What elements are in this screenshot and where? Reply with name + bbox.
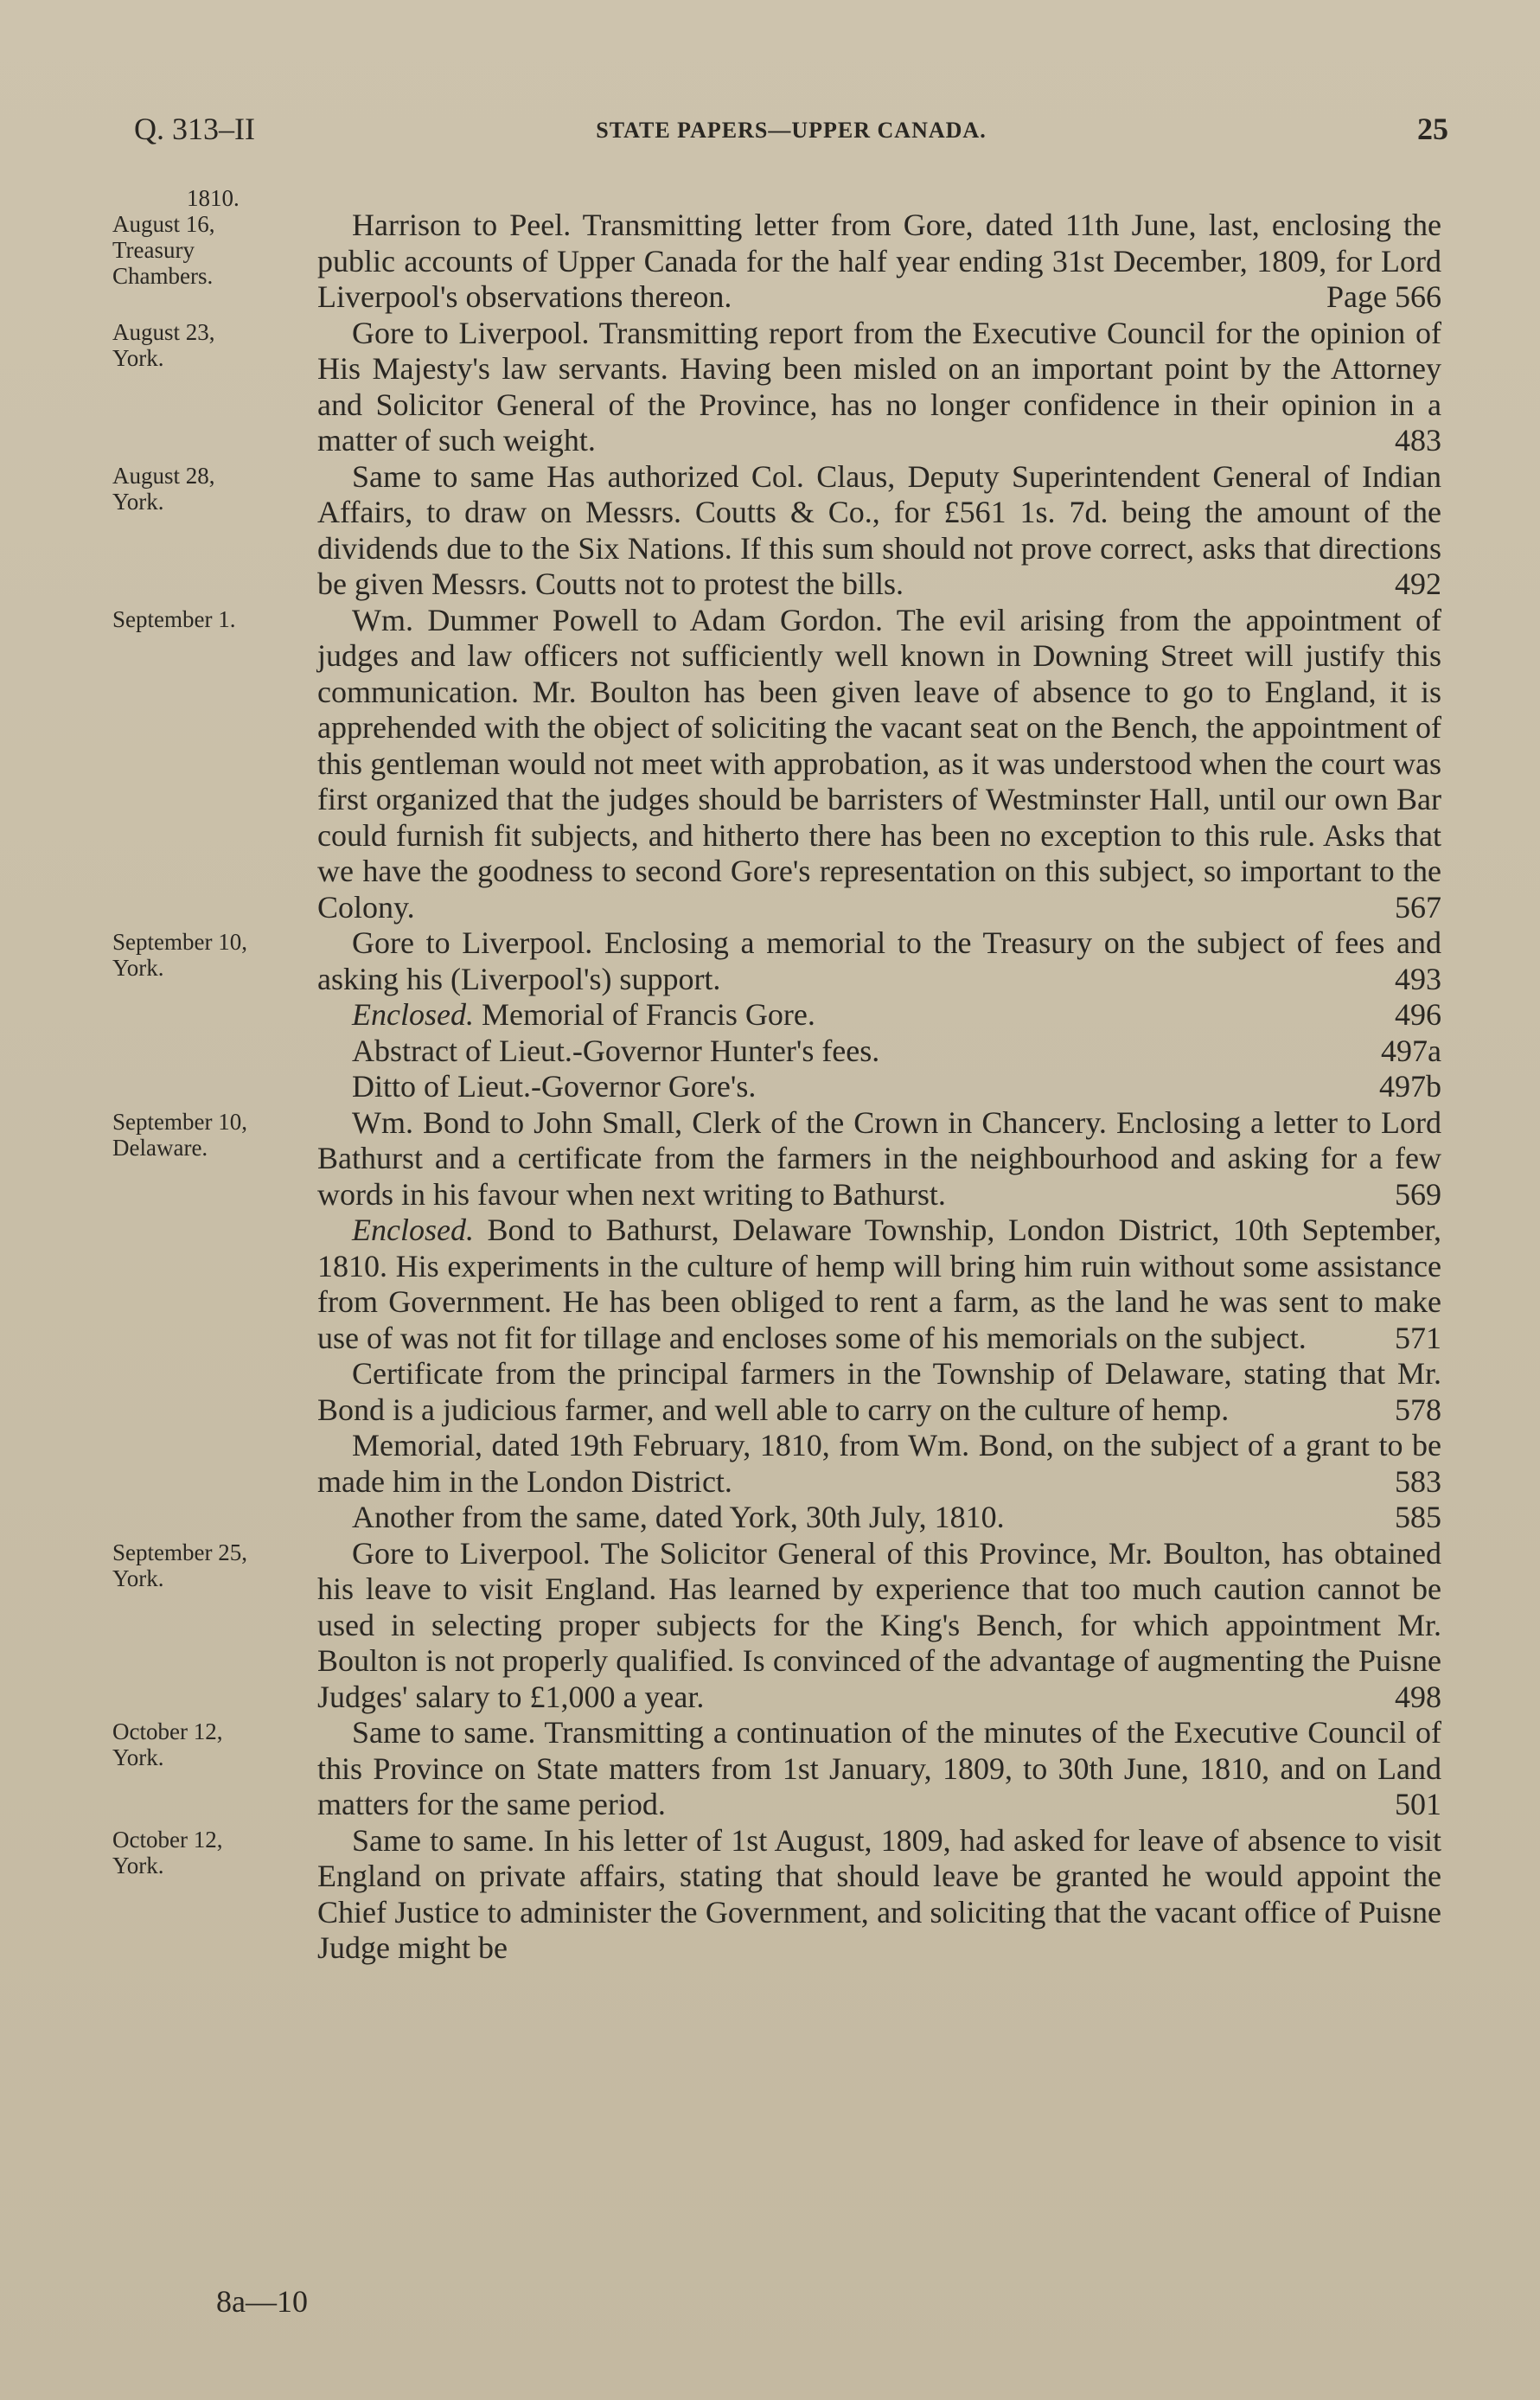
entry-body: Same to same Has authorized Col. Claus, Deputy Superintendent General of Indian Affairs, to draw on Messrs. Coutts & Co., for £561 1s. 7d. being the amount of the dividends due to the Six Nations. If this sum should not prove correct, asks that directions be given Messrs. Coutts not to protest the bills. (317, 458, 1441, 601)
entry-body: Wm. Bond to John Small, Clerk of the Crown in Chancery. Enclosing a letter to Lord Bathurst and a certificate from the farmers in the neighbourhood and asking for a few words in his favour when next writing to Bathurst. (317, 1104, 1441, 1212)
entry-page-ref: 498 (1395, 1679, 1441, 1714)
entry (112, 1105, 1461, 1213)
entry-margin (112, 1718, 303, 1770)
entry-place: York. (112, 1744, 164, 1770)
entry-date: October 12, (112, 1826, 223, 1853)
entry-text (317, 1536, 1441, 1716)
entry-text (317, 1105, 1441, 1213)
year-label: 1810. (187, 185, 240, 211)
entry-page-ref: 492 (1395, 566, 1441, 601)
entry (112, 603, 1461, 926)
entry-page-ref: 483 (1395, 423, 1441, 458)
enclosure-text: Bond to Bathurst, Delaware Township, London District, 10th September, 1810. His experiments in the culture of hemp will bring him ruin without some assistance from Government. He has been obliged to rent a farm, as the land he was sent to make use of was not fit for tillage and encloses some of his memorials on the subject. (317, 1213, 1442, 1355)
enclosure-line (352, 997, 1441, 1034)
entry-body: Gore to Liverpool. The Solicitor General of this Province, Mr. Boulton, has obtained his leave to visit England. Has learned by experience that too much caution cannot be used in selecting proper subjects for the King's Bench, for which appointment Mr. Boulton is not properly qualified. Is convinced of the advantage of augmenting the Puisne Judges' salary to £1,000 a year. (317, 1535, 1441, 1714)
enclosure-page-ref: 583 (1395, 1463, 1441, 1499)
entry (112, 316, 1461, 459)
page-number: 25 (1417, 112, 1448, 146)
entry (112, 182, 1461, 316)
entry-page-ref: 493 (1395, 961, 1441, 996)
enclosure-label: Enclosed. (352, 1213, 474, 1247)
volume-reference: Q. 313–II (134, 112, 255, 146)
entry-body: Same to same. In his letter of 1st August, 1809, had asked for leave of absence to visit England on private affairs, stating that should leave be granted he would appoint the Chief Justice to administer the Government, and soliciting that the vacant office of Puisne Judge might be (317, 1822, 1441, 1965)
entry-margin (112, 929, 303, 981)
entry-page-ref: 501 (1395, 1787, 1441, 1821)
entry (112, 1715, 1461, 1823)
enclosure-line (352, 1034, 1441, 1070)
entry (112, 1823, 1461, 1967)
enclosure-text: Memorial, dated 19th February, 1810, from Wm. Bond, on the subject of a grant to be made him in the London District. (317, 1428, 1441, 1499)
entry-margin (112, 606, 303, 632)
entry (112, 459, 1461, 603)
entry-page-ref: Page 566 (1326, 279, 1441, 314)
entry-text (317, 316, 1441, 459)
page-header (134, 111, 1448, 145)
entry-margin (112, 1827, 303, 1878)
enclosure-paragraph (317, 1500, 1441, 1536)
enclosure-page-ref: 571 (1395, 1320, 1441, 1355)
entry-page-ref: 569 (1395, 1176, 1441, 1212)
entry-margin (112, 1539, 303, 1591)
entry-date: August 23, (112, 318, 215, 345)
entry-text (317, 459, 1441, 603)
entry (112, 925, 1461, 997)
enclosure-text: Certificate from the principal farmers in the Township of Delaware, stating that Mr. Bond is a judicious farmer, and well able to carry on the culture of hemp. (317, 1356, 1441, 1427)
enclosure-page-ref: 585 (1395, 1500, 1441, 1534)
entry-body: Gore to Liverpool. Transmitting report from the Executive Council for the opinion of His Majesty's law servants. Having been misled on an important point by the Attorney and Solicitor General of the Province, has no longer confidence in their opinion in a matter of such weight. (317, 315, 1441, 458)
entry-body: Wm. Dummer Powell to Adam Gordon. The evil arising from the appointment of judges and law officers not sufficiently well known in Downing Street will justify this communication. Mr. Boulton has been given leave of absence to go to England, it is apprehended with the object of soliciting the vacant seat on the Bench, the appointment of this gentleman would not meet with approbation, as it was understood when the court was first organized that the judges should be barristers of Westminster Hall, until our own Bar could furnish fit subjects, and hitherto there has been no exception to this rule. Asks that we have the goodness to second Gore's representation on this subject, so important to the Colony. (317, 602, 1441, 925)
entry-text (317, 925, 1441, 997)
enclosure-paragraph (317, 1213, 1441, 1356)
entry-body: Same to same. Transmitting a continuation of the minutes of the Executive Council of this Province on State matters from 1st January, 1809, to 30th June, 1810, and on Land matters for the same period. (317, 1715, 1441, 1821)
enclosure-page-ref: 497b (1379, 1069, 1441, 1104)
entry-date: September 1. (112, 605, 236, 632)
signature-mark: 8a—10 (216, 2284, 308, 2319)
entry (112, 1536, 1461, 1716)
enclosure-text: Ditto of Lieut.-Governor Gore's. (352, 1069, 757, 1104)
entry-body: Harrison to Peel. Transmitting letter from Gore, dated 11th June, last, enclosing the public accounts of Upper Canada for the half year ending 31st December, 1809, for Lord Liverpool's observations thereon. (317, 208, 1441, 314)
entry-date: August 28, (112, 462, 215, 489)
enclosure-page-ref: 497a (1381, 1033, 1441, 1068)
enclosure-paragraph (317, 1428, 1441, 1500)
running-title: STATE PAPERS—UPPER CANADA. (596, 118, 987, 143)
enclosure-page-ref: 496 (1395, 997, 1441, 1032)
enclosure-line (352, 1069, 1441, 1105)
enclosure-label: Enclosed. (352, 997, 474, 1032)
entry-margin (112, 463, 303, 515)
entry-place: Treasury Chambers. (112, 237, 214, 289)
entry-page-ref: 567 (1395, 889, 1441, 925)
entry-date: September 25, (112, 1539, 247, 1565)
entry-date: September 10, (112, 929, 247, 955)
enclosure-page-ref: 578 (1395, 1392, 1441, 1427)
entry-place: York. (112, 955, 164, 981)
entry-text (317, 603, 1441, 926)
enclosure-text: Memorial of Francis Gore. (481, 997, 815, 1032)
entry-place: York. (112, 1852, 164, 1878)
entry-date: October 12, (112, 1718, 223, 1744)
entry-place: York. (112, 344, 164, 371)
enclosure-text: Another from the same, dated York, 30th July, 1810. (352, 1500, 1005, 1534)
entry-body: Gore to Liverpool. Enclosing a memorial to the Treasury on the subject of fees and asking his (Liverpool's) support. (317, 925, 1441, 996)
entry-date: August 16, (112, 211, 215, 237)
entry-text (317, 1715, 1441, 1823)
entry-text (317, 182, 1441, 316)
calendar-entries (112, 182, 1461, 1967)
entry-margin (112, 1109, 303, 1161)
entry-margin (112, 319, 303, 371)
entry-place: York. (112, 1565, 164, 1591)
enclosure-text: Abstract of Lieut.-Governor Hunter's fees. (352, 1033, 880, 1068)
entry-date: September 10, (112, 1108, 247, 1135)
entry-margin (112, 185, 303, 289)
entry-place: Delaware. (112, 1134, 208, 1161)
entry-text (317, 1823, 1441, 1967)
enclosure-paragraph (317, 1356, 1441, 1428)
entry-place: York. (112, 488, 164, 515)
